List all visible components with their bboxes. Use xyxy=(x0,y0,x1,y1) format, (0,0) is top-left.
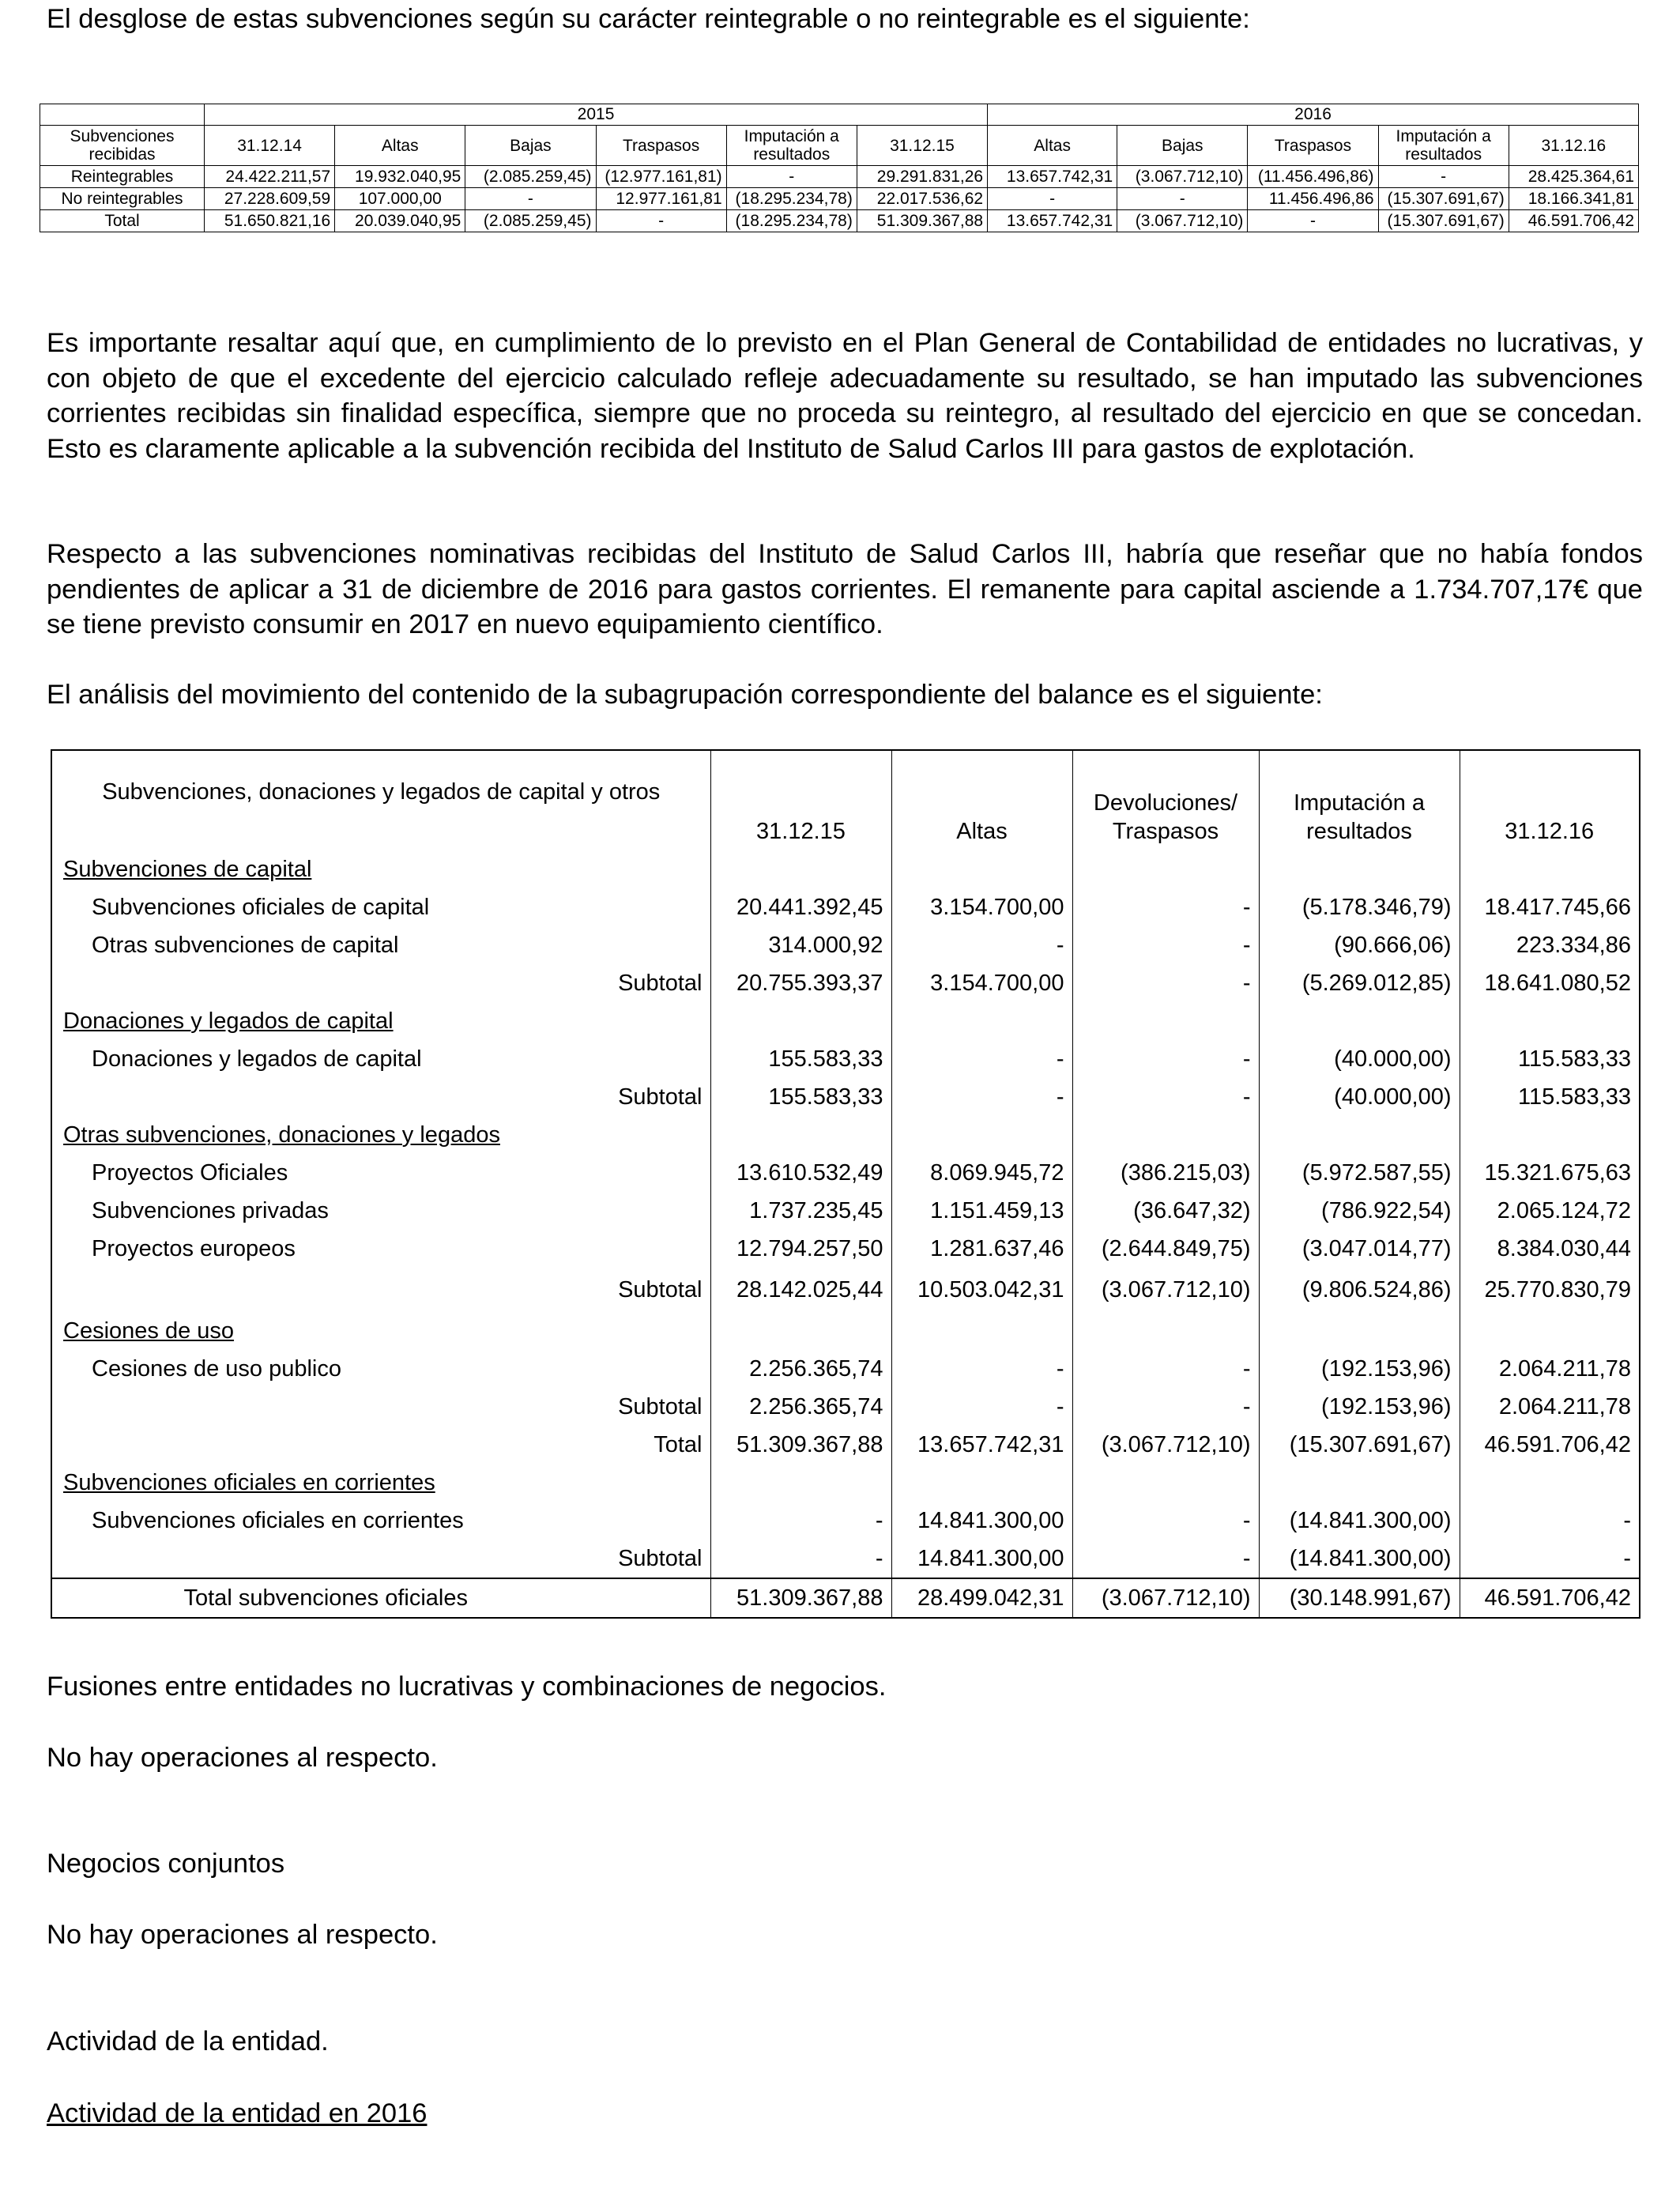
row-label: Subvenciones oficiales en corrientes xyxy=(51,1502,710,1540)
header-row xyxy=(51,750,1640,850)
cell: 14.841.300,00 xyxy=(891,1540,1072,1578)
section-title: Otras subvenciones, donaciones y legados xyxy=(51,1116,710,1154)
row-label: Total subvenciones oficiales xyxy=(51,1578,710,1618)
cell: (192.153,96) xyxy=(1259,1388,1460,1426)
cell: (14.841.300,00) xyxy=(1259,1540,1460,1578)
fusiones-heading: Fusiones entre entidades no lucrativas y combinaciones de negocios. xyxy=(47,1672,887,1702)
col-header: Traspasos xyxy=(596,126,726,166)
col-header: 31.12.16 xyxy=(1509,126,1638,166)
cell: 3.154.700,00 xyxy=(891,888,1072,926)
cell: - xyxy=(465,188,596,210)
table-row xyxy=(51,1040,1640,1078)
row-label: No reintegrables xyxy=(40,188,205,210)
cell: (15.307.691,67) xyxy=(1259,1426,1460,1464)
table-row xyxy=(51,1350,1640,1388)
table-row xyxy=(51,888,1640,926)
row-label: Subtotal xyxy=(51,1268,710,1312)
cell: 27.228.609,59 xyxy=(204,188,334,210)
cell: - xyxy=(726,166,857,188)
col-header: Imputación a resultados xyxy=(726,126,857,166)
total-row xyxy=(51,1426,1640,1464)
cell: 18.166.341,81 xyxy=(1509,188,1638,210)
cell: 115.583,33 xyxy=(1460,1040,1640,1078)
cell: - xyxy=(891,1388,1072,1426)
year-header-2015: 2015 xyxy=(204,104,987,126)
cell: (5.972.587,55) xyxy=(1259,1154,1460,1192)
section-title: Cesiones de uso xyxy=(51,1312,710,1350)
section-row xyxy=(51,1464,1640,1502)
cell: 8.384.030,44 xyxy=(1460,1230,1640,1268)
cell: (15.307.691,67) xyxy=(1378,210,1509,232)
cell: (3.047.014,77) xyxy=(1259,1230,1460,1268)
cell: - xyxy=(1248,210,1378,232)
negocios-text: No hay operaciones al respecto. xyxy=(47,1920,438,1950)
cell: 13.610.532,49 xyxy=(710,1154,891,1192)
row-label: Total xyxy=(51,1426,710,1464)
col-header: Subvenciones recibidas xyxy=(40,126,205,166)
cell: 51.309.367,88 xyxy=(857,210,987,232)
cell: - xyxy=(1117,188,1248,210)
section-title: Subvenciones de capital xyxy=(51,850,710,888)
row-label: Reintegrables xyxy=(40,166,205,188)
section-title: Subvenciones oficiales en corrientes xyxy=(51,1464,710,1502)
paragraph-remanente: Respecto a las subvenciones nominativas recibidas del Instituto de Salud Carlos III, habría que reseñar que no había fondos pendientes de aplicar a 31 de diciembre de 2016 para gastos corrientes. El remanente para capital asciende a 1.734.707,17€ que se tiene previsto consumir en 2017 en nuevo equipamiento científico. xyxy=(47,539,1643,639)
row-label: Cesiones de uso publico xyxy=(51,1350,710,1388)
header-col-devoluciones: Devoluciones/ Traspasos xyxy=(1072,750,1259,850)
section-title: Donaciones y legados de capital xyxy=(51,1002,710,1040)
cell: 51.309.367,88 xyxy=(710,1426,891,1464)
year-header-2016: 2016 xyxy=(988,104,1639,126)
cell: (786.922,54) xyxy=(1259,1192,1460,1230)
section-row xyxy=(51,850,1640,888)
cell: (3.067.712,10) xyxy=(1117,166,1248,188)
col-header: Altas xyxy=(988,126,1117,166)
cell: - xyxy=(891,1040,1072,1078)
cell: (3.067.712,10) xyxy=(1072,1268,1259,1312)
col-header: Bajas xyxy=(465,126,596,166)
cell: - xyxy=(1072,1040,1259,1078)
subtotal-row xyxy=(51,1540,1640,1578)
row-label: Proyectos europeos xyxy=(51,1230,710,1268)
cell: 13.657.742,31 xyxy=(988,166,1117,188)
header-label: Subvenciones, donaciones y legados de capital y otros xyxy=(51,750,710,850)
header-col-imputacion: Imputación a resultados xyxy=(1259,750,1460,850)
cell: (5.178.346,79) xyxy=(1259,888,1460,926)
subtotal-row xyxy=(51,1268,1640,1312)
cell: - xyxy=(891,1350,1072,1388)
cell: 46.591.706,42 xyxy=(1460,1426,1640,1464)
cell: (3.067.712,10) xyxy=(1072,1426,1259,1464)
cell: 14.841.300,00 xyxy=(891,1502,1072,1540)
cell: 2.256.365,74 xyxy=(710,1388,891,1426)
cell: (40.000,00) xyxy=(1259,1078,1460,1116)
cell: 15.321.675,63 xyxy=(1460,1154,1640,1192)
cell: 25.770.830,79 xyxy=(1460,1268,1640,1312)
subtotal-row xyxy=(51,1388,1640,1426)
cell: 19.932.040,95 xyxy=(335,166,465,188)
year-corner xyxy=(40,104,205,126)
cell: 2.256.365,74 xyxy=(710,1350,891,1388)
cell: 107.000,00 xyxy=(335,188,465,210)
cell: - xyxy=(1378,166,1509,188)
cell: 2.064.211,78 xyxy=(1460,1388,1640,1426)
table-row xyxy=(51,926,1640,964)
cell: - xyxy=(1072,1540,1259,1578)
cell: 11.456.496,86 xyxy=(1248,188,1378,210)
paragraph-analisis: El análisis del movimiento del contenido de la subagrupación correspondiente del balance es el siguiente: xyxy=(47,680,1323,710)
row-label: Total xyxy=(40,210,205,232)
cell: (18.295.234,78) xyxy=(726,188,857,210)
subtotal-row xyxy=(51,964,1640,1002)
cell: 18.641.080,52 xyxy=(1460,964,1640,1002)
cell: 18.417.745,66 xyxy=(1460,888,1640,926)
row-label: Otras subvenciones de capital xyxy=(51,926,710,964)
cell: - xyxy=(891,1078,1072,1116)
cell: 51.650.821,16 xyxy=(204,210,334,232)
header-col-311216: 31.12.16 xyxy=(1460,750,1640,850)
cell: 29.291.831,26 xyxy=(857,166,987,188)
cell: (3.067.712,10) xyxy=(1117,210,1248,232)
actividad-heading: Actividad de la entidad. xyxy=(47,2026,329,2056)
cell: 8.069.945,72 xyxy=(891,1154,1072,1192)
cell: 13.657.742,31 xyxy=(891,1426,1072,1464)
cell: - xyxy=(710,1502,891,1540)
row-label: Proyectos Oficiales xyxy=(51,1154,710,1192)
row-label: Subvenciones privadas xyxy=(51,1192,710,1230)
cell: (12.977.161,81) xyxy=(596,166,726,188)
cell: 1.737.235,45 xyxy=(710,1192,891,1230)
cell: - xyxy=(1072,888,1259,926)
header-col-altas: Altas xyxy=(891,750,1072,850)
cell: - xyxy=(596,210,726,232)
table-row xyxy=(40,166,1639,188)
cell: (386.215,03) xyxy=(1072,1154,1259,1192)
cell: (5.269.012,85) xyxy=(1259,964,1460,1002)
cell: 24.422.211,57 xyxy=(204,166,334,188)
col-header: Traspasos xyxy=(1248,126,1378,166)
col-header: 31.12.15 xyxy=(857,126,987,166)
cell: (14.841.300,00) xyxy=(1259,1502,1460,1540)
cell: (18.295.234,78) xyxy=(726,210,857,232)
paragraph-plan-general: Es importante resaltar aquí que, en cumplimiento de lo previsto en el Plan General de Contabilidad de entidades no lucrativas, y con objeto de que el excedente del ejercicio calculado refleje adecuadamente su resultado, se han imputado las subvenciones corrientes recibidas sin finalidad específica, siempre que no proceda su reintegro, al resultado del ejercicio en que se concedan. Esto es claramente aplicable a la subvención recibida del Instituto de Salud Carlos III para gastos de explotación. xyxy=(47,328,1643,464)
cell: (15.307.691,67) xyxy=(1378,188,1509,210)
cell: 20.441.392,45 xyxy=(710,888,891,926)
cell: (40.000,00) xyxy=(1259,1040,1460,1078)
cell: 314.000,92 xyxy=(710,926,891,964)
cell: 28.142.025,44 xyxy=(710,1268,891,1312)
cell: (30.148.991,67) xyxy=(1259,1578,1460,1618)
table-row xyxy=(40,210,1639,232)
actividad-2016-heading: Actividad de la entidad en 2016 xyxy=(47,2098,428,2128)
col-header: Bajas xyxy=(1117,126,1248,166)
grand-total-row xyxy=(51,1578,1640,1618)
intro-text: El desglose de estas subvenciones según su carácter reintegrable o no reintegrable es el siguiente: xyxy=(47,4,1250,34)
cell: 22.017.536,62 xyxy=(857,188,987,210)
cell: 3.154.700,00 xyxy=(891,964,1072,1002)
column-header-row xyxy=(40,126,1639,166)
negocios-heading: Negocios conjuntos xyxy=(47,1849,285,1879)
cell: 20.039.040,95 xyxy=(335,210,465,232)
table-row xyxy=(51,1502,1640,1540)
cell: - xyxy=(988,188,1117,210)
cell: (90.666,06) xyxy=(1259,926,1460,964)
cell: 1.151.459,13 xyxy=(891,1192,1072,1230)
cell: (2.644.849,75) xyxy=(1072,1230,1259,1268)
cell: - xyxy=(1460,1540,1640,1578)
col-header: Imputación a resultados xyxy=(1378,126,1509,166)
subtotal-row xyxy=(51,1078,1640,1116)
table-row xyxy=(51,1154,1640,1192)
cell: (2.085.259,45) xyxy=(465,210,596,232)
cell: 12.977.161,81 xyxy=(596,188,726,210)
cell: (2.085.259,45) xyxy=(465,166,596,188)
cell: 223.334,86 xyxy=(1460,926,1640,964)
section-row xyxy=(51,1116,1640,1154)
row-label: Subtotal xyxy=(51,1388,710,1426)
cell: - xyxy=(710,1540,891,1578)
fusiones-text: No hay operaciones al respecto. xyxy=(47,1743,438,1773)
cell: (11.456.496,86) xyxy=(1248,166,1378,188)
col-header: 31.12.14 xyxy=(204,126,334,166)
table-row xyxy=(51,1192,1640,1230)
cell: - xyxy=(1460,1502,1640,1540)
cell: - xyxy=(891,926,1072,964)
cell: (9.806.524,86) xyxy=(1259,1268,1460,1312)
cell: 2.065.124,72 xyxy=(1460,1192,1640,1230)
row-label: Subtotal xyxy=(51,964,710,1002)
cell: - xyxy=(1072,1350,1259,1388)
cell: (36.647,32) xyxy=(1072,1192,1259,1230)
cell: 115.583,33 xyxy=(1460,1078,1640,1116)
cell: 51.309.367,88 xyxy=(710,1578,891,1618)
row-label: Subtotal xyxy=(51,1078,710,1116)
cell: 10.503.042,31 xyxy=(891,1268,1072,1312)
row-label: Donaciones y legados de capital xyxy=(51,1040,710,1078)
cell: 20.755.393,37 xyxy=(710,964,891,1002)
cell: 46.591.706,42 xyxy=(1460,1578,1640,1618)
section-row xyxy=(51,1002,1640,1040)
cell: (3.067.712,10) xyxy=(1072,1578,1259,1618)
row-label: Subtotal xyxy=(51,1540,710,1578)
table-row xyxy=(51,1230,1640,1268)
cell: 13.657.742,31 xyxy=(988,210,1117,232)
cell: - xyxy=(1072,926,1259,964)
subsidies-breakdown-table xyxy=(40,104,1639,232)
cell: 2.064.211,78 xyxy=(1460,1350,1640,1388)
cell: 28.425.364,61 xyxy=(1509,166,1638,188)
cell: 12.794.257,50 xyxy=(710,1230,891,1268)
cell: 28.499.042,31 xyxy=(891,1578,1072,1618)
cell: - xyxy=(1072,1388,1259,1426)
capital-subsidies-movement-table xyxy=(51,749,1640,1619)
cell: 46.591.706,42 xyxy=(1509,210,1638,232)
cell: (192.153,96) xyxy=(1259,1350,1460,1388)
row-label: Subvenciones oficiales de capital xyxy=(51,888,710,926)
cell: - xyxy=(1072,1078,1259,1116)
cell: 1.281.637,46 xyxy=(891,1230,1072,1268)
col-header: Altas xyxy=(335,126,465,166)
cell: - xyxy=(1072,1502,1259,1540)
cell: 155.583,33 xyxy=(710,1040,891,1078)
table-row xyxy=(40,188,1639,210)
cell: - xyxy=(1072,964,1259,1002)
section-row xyxy=(51,1312,1640,1350)
cell: 155.583,33 xyxy=(710,1078,891,1116)
header-col-311215: 31.12.15 xyxy=(710,750,891,850)
